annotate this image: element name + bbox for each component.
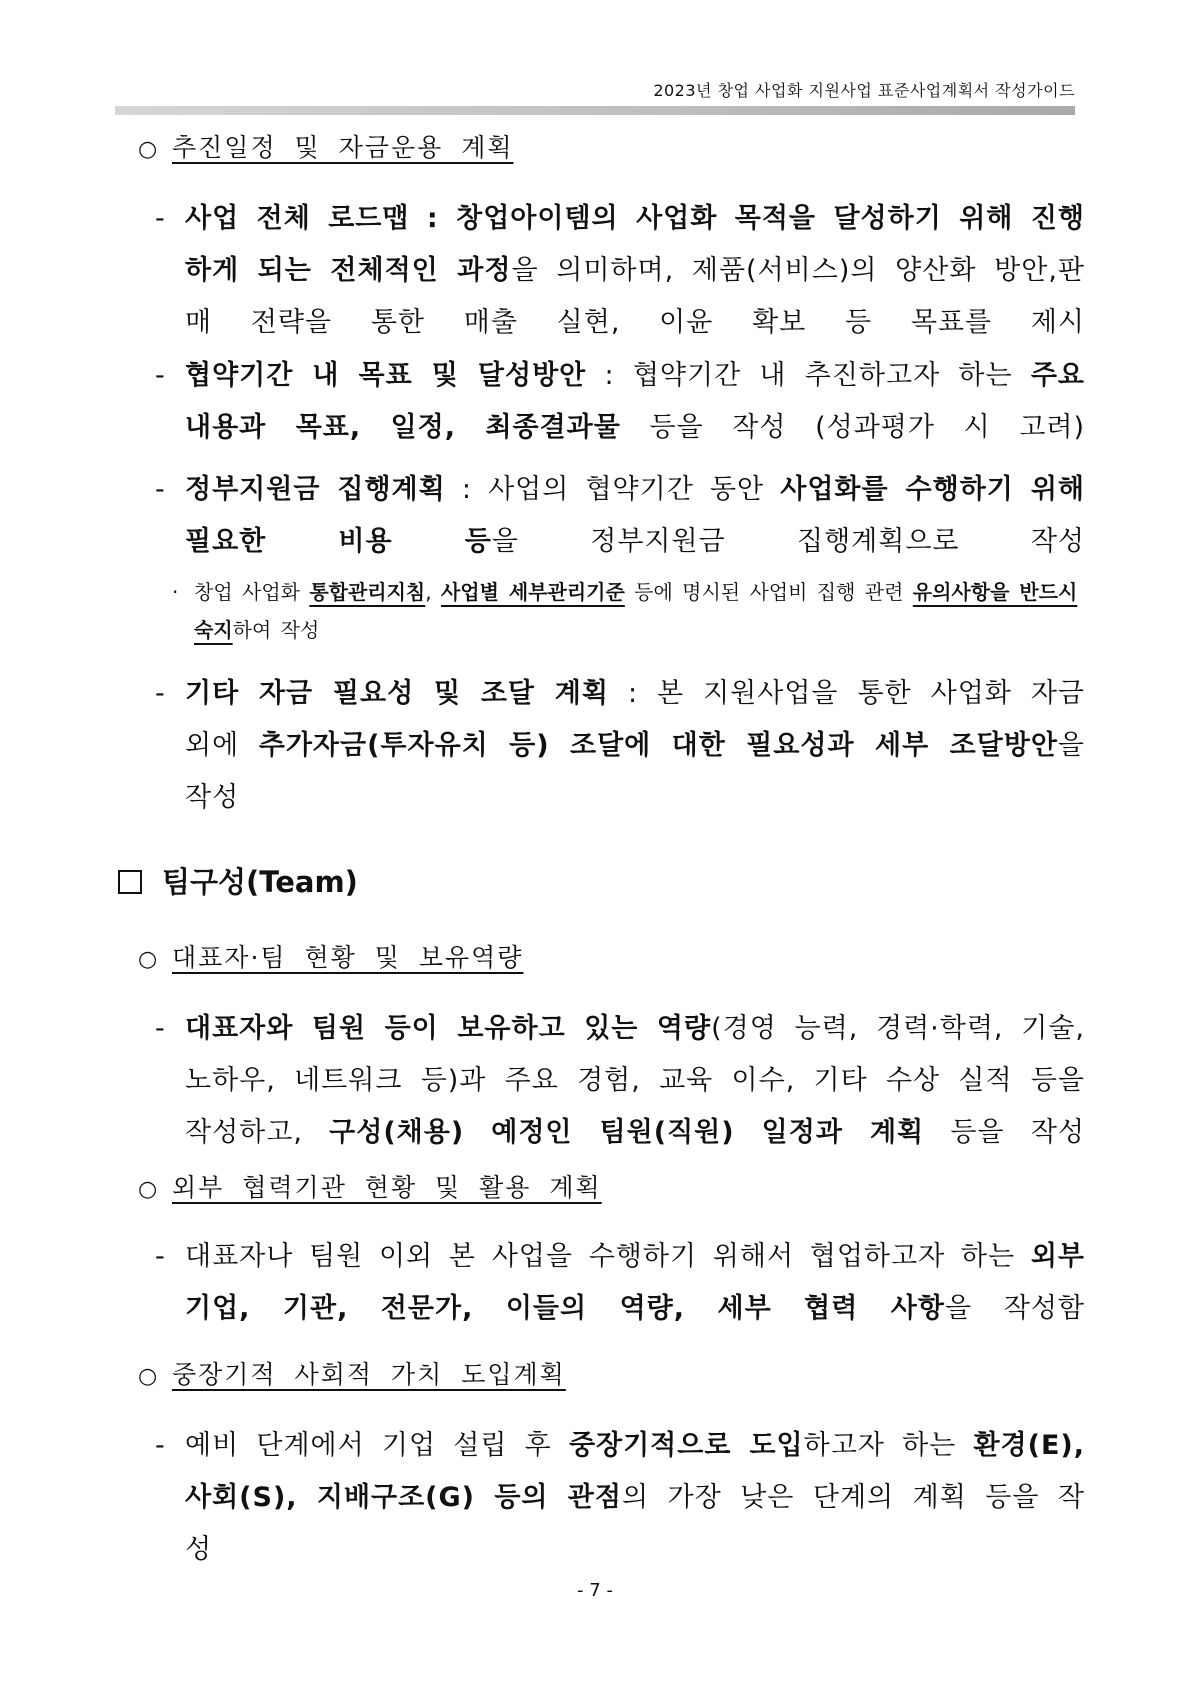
running-header: 2023년 창업 사업화 지원사업 표준사업계획서 작성가이드 xyxy=(653,81,1075,100)
dash-marker: - xyxy=(155,203,166,234)
circle-marker: ○ xyxy=(138,1364,160,1389)
dash-marker: - xyxy=(155,1013,166,1044)
note-underlined-text: 사업별 세부관리기준 xyxy=(440,580,625,604)
note-underlined-text: 통합관리지침 xyxy=(309,580,426,604)
dash-marker: - xyxy=(155,1241,166,1272)
bold-text: 주요 내용과 목표, 일정, 최종결과물 xyxy=(185,360,1085,443)
dash-marker: - xyxy=(155,474,166,505)
subsection-heading-team-status xyxy=(138,938,523,974)
note-text: , xyxy=(425,580,441,604)
circle-marker: ○ xyxy=(138,137,160,162)
body-text: (경영 능력, 경력·학력, 기술, 노하우, 네트워크 등)과 주요 경험, 교육 이수, 기타 수상 실적 등을 작성하고, xyxy=(185,1013,1085,1148)
bold-text: 협약기간 내 목표 및 달성방안 xyxy=(185,360,587,391)
bold-text: 사업 전체 로드맵 : 창업아이템의 사업화 목적을 달성하기 위해 진행하게 되는 전체적인 과정 xyxy=(185,203,1085,286)
body-text: : 사업의 협약기간 동안 xyxy=(445,474,781,505)
subsection-title: 추진일정 및 자금운용 계획 xyxy=(172,133,514,162)
circle-marker: ○ xyxy=(138,947,160,972)
bold-text: 대표자와 팀원 등이 보유하고 있는 역량 xyxy=(185,1013,712,1044)
subsection-title: 중장기적 사회적 가치 도입계획 xyxy=(172,1360,566,1389)
dash-marker: - xyxy=(155,678,166,709)
body-text: 을 작성 xyxy=(185,730,1085,813)
body-text: 을 작성함 xyxy=(944,1293,1085,1324)
body-text: 을 의미하며, 제품(서비스)의 양산화 방안,판매 전략을 통한 매출 실현, 이윤 확보 등 목표를 제시 xyxy=(185,255,1085,338)
bold-text: 기타 자금 필요성 및 조달 계획 xyxy=(185,678,609,709)
dash-marker: - xyxy=(155,360,166,391)
note-text: 하여 작성 xyxy=(232,618,320,642)
section-title: 팀구성(Team) xyxy=(162,865,358,899)
note-text: 창업 사업화 xyxy=(194,580,310,604)
body-text: 등을 작성 (성과평가 시 고려) xyxy=(620,412,1085,443)
dash-marker: - xyxy=(155,1430,166,1461)
subsection-heading-partners xyxy=(138,1168,602,1204)
subsection-title: 대표자·팀 현황 및 보유역량 xyxy=(172,943,524,972)
bold-text: 중장기적으로 도입 xyxy=(568,1430,804,1461)
square-marker-icon xyxy=(118,870,142,894)
bold-text: 추가자금(투자유치 등) 조달에 대한 필요성과 세부 조달방안 xyxy=(258,730,1058,761)
item-other-funds xyxy=(155,668,1085,876)
body-text: 하고자 하는 xyxy=(803,1430,974,1461)
note-text: 등에 명시된 사업비 집행 관련 xyxy=(624,580,913,604)
bold-text: 환경(E), 사회(S), 지배구조(G) 등의 관점 xyxy=(185,1430,1085,1513)
page-number: - 7 - xyxy=(577,1580,613,1601)
bold-text: 외부 기업, 기관, 전문가, 이들의 역량, 세부 협력 사항 xyxy=(185,1241,1085,1324)
bold-text: 정부지원금 집행계획 xyxy=(185,474,446,505)
section-heading-team xyxy=(118,860,358,901)
circle-marker: ○ xyxy=(138,1177,160,1202)
subsection-heading-schedule xyxy=(138,128,514,164)
body-text: 대표자나 팀원 이외 본 사업을 수행하기 위해서 협업하고자 하는 xyxy=(185,1241,1031,1272)
subsection-title: 외부 협력기관 현황 및 활용 계획 xyxy=(172,1173,602,1202)
body-text: : 본 지원사업을 통한 사업화 자금 외에 xyxy=(185,678,1085,761)
subsection-heading-social-value xyxy=(138,1355,566,1391)
note-guideline xyxy=(172,573,1085,649)
header-rule xyxy=(115,106,1075,115)
body-text: 을 정부지원금 집행계획으로 작성 xyxy=(491,526,1085,557)
dot-marker: · xyxy=(172,580,179,604)
body-text: 의 가장 낮은 단계의 계획 등을 작성 xyxy=(185,1482,1086,1565)
body-text: 예비 단계에서 기업 설립 후 xyxy=(185,1430,569,1461)
body-text: : 협약기간 내 추진하고자 하는 xyxy=(586,360,1031,391)
bold-text: 사업화를 수행하기 위해 필요한 비용 등 xyxy=(185,474,1086,557)
body-text: 등을 작성 xyxy=(924,1117,1085,1148)
note-underlined-text: 유의사항을 반드시 숙지 xyxy=(194,580,1078,642)
bold-text: 구성(채용) 예정인 팀원(직원) 일정과 계획 xyxy=(329,1117,925,1148)
